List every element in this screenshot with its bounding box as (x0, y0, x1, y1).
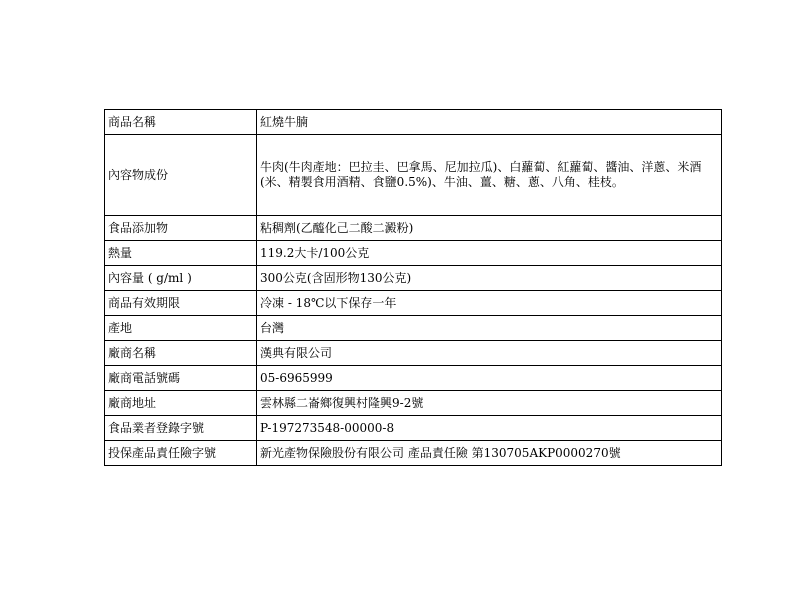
row-value: P-197273548-00000-8 (257, 416, 722, 441)
table-row-manufacturer (105, 341, 722, 366)
row-label: 食品添加物 (105, 216, 257, 241)
row-label: 內容物成份 (105, 135, 257, 216)
row-label: 廠商地址 (105, 391, 257, 416)
row-label: 產地 (105, 316, 257, 341)
row-value: 119.2大卡/100公克 (257, 241, 722, 266)
table-row-ingredients (105, 135, 722, 216)
table-row-insurance (105, 441, 722, 466)
table-row-net-content (105, 266, 722, 291)
table-row-shelf-life (105, 291, 722, 316)
row-value: 粘稠劑(乙醯化己二酸二澱粉) (257, 216, 722, 241)
product-spec-table (104, 109, 722, 466)
row-label: 廠商電話號碼 (105, 366, 257, 391)
table-row-origin (105, 316, 722, 341)
row-value: 冷凍 - 18℃以下保存一年 (257, 291, 722, 316)
row-value: 台灣 (257, 316, 722, 341)
row-value: 牛肉(牛肉產地：巴拉圭、巴拿馬、尼加拉瓜)、白蘿蔔、紅蘿蔔、醬油、洋蔥、米酒(米、精製食用酒精、食鹽0.5%)、牛油、薑、糖、蔥、八角、桂枝。 (257, 135, 722, 216)
table-row-phone (105, 366, 722, 391)
row-label: 內容量 ( g/ml ) (105, 266, 257, 291)
row-value: 雲林縣二崙鄉復興村隆興9-2號 (257, 391, 722, 416)
table-row-additives (105, 216, 722, 241)
row-label: 熱量 (105, 241, 257, 266)
table-row-registration (105, 416, 722, 441)
row-label: 商品名稱 (105, 110, 257, 135)
row-label: 食品業者登錄字號 (105, 416, 257, 441)
row-label: 廠商名稱 (105, 341, 257, 366)
row-value: 新光產物保險股份有限公司 產品責任險 第130705AKP0000270號 (257, 441, 722, 466)
row-value: 05-6965999 (257, 366, 722, 391)
row-value: 紅燒牛腩 (257, 110, 722, 135)
table-row-product-name (105, 110, 722, 135)
row-value: 300公克(含固形物130公克) (257, 266, 722, 291)
row-value: 漢典有限公司 (257, 341, 722, 366)
table-row-calories (105, 241, 722, 266)
row-label: 商品有效期限 (105, 291, 257, 316)
row-label: 投保產品責任險字號 (105, 441, 257, 466)
table-row-address (105, 391, 722, 416)
